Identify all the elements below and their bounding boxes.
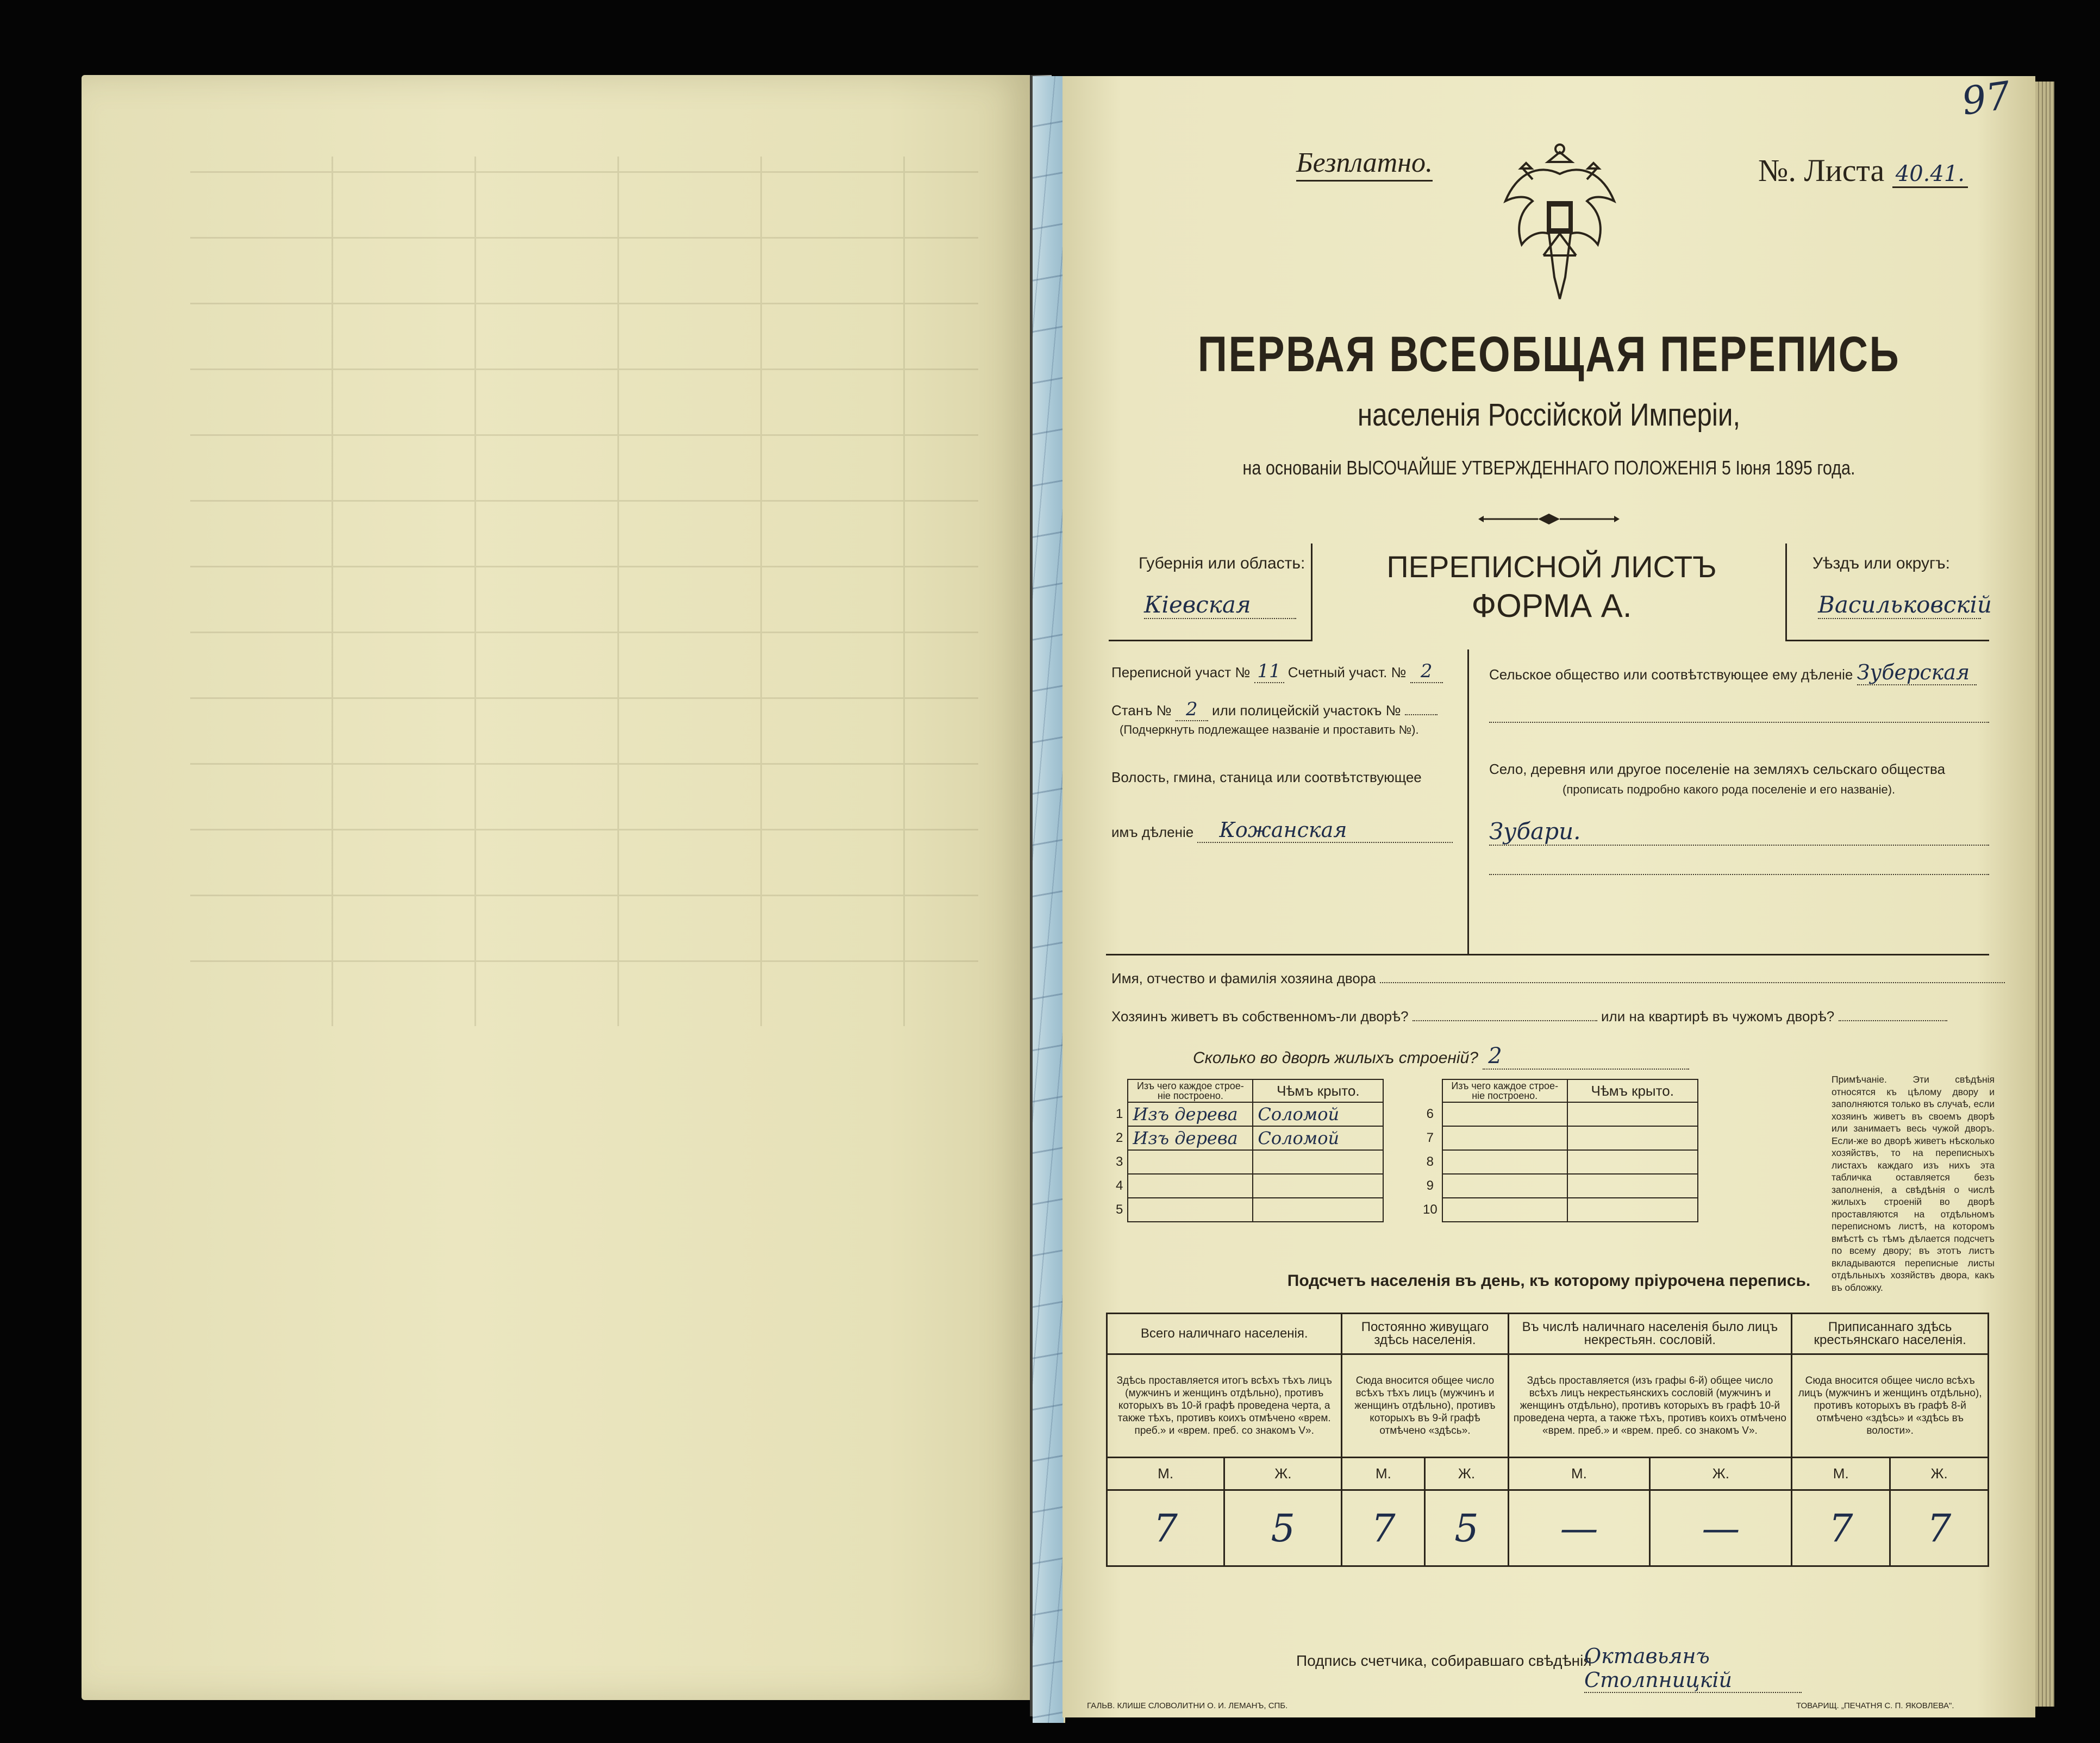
col-roof: Чѣмъ крыто. [1253, 1079, 1383, 1102]
volost-label: Волость, гмина, станица или соотвѣтствующее [1111, 769, 1422, 785]
building-row: 4 [1111, 1174, 1383, 1198]
village-line-2 [1489, 864, 1989, 875]
building-row: 6 [1418, 1102, 1698, 1126]
col-material-2: Изъ чего каждое строе-ніе построено. [1442, 1079, 1567, 1102]
stan-label: Станъ № [1111, 702, 1172, 719]
building-row: 10 [1418, 1198, 1698, 1222]
printer-credit-left: ГАЛЬВ. КЛИШЕ СЛОВОЛИТНИ О. И. ЛЕМАНЪ, СПБ. [1087, 1701, 1288, 1710]
stan-field [1111, 698, 1438, 721]
society-value: Зуберская [1857, 660, 1977, 685]
building-row: 3 [1111, 1150, 1383, 1174]
schet-label: Счетный участ. № [1288, 664, 1407, 680]
village-value: Зубари. [1489, 818, 1989, 846]
building-row: 9 [1418, 1174, 1698, 1198]
building-row: 7 [1418, 1126, 1698, 1150]
col-material: Изъ чего каждое строе-ніе построено. [1128, 1079, 1253, 1102]
village-label: Село, деревня или другое поселеніе на земляхъ сельскаго общества [1489, 761, 1946, 777]
uezd-value: Васильковскій [1818, 591, 1992, 618]
stan-value: 2 [1176, 698, 1208, 721]
page-title: ПЕРВАЯ ВСЕОБЩАЯ ПЕРЕПИСЬ [1197, 327, 1901, 382]
stan-note: (Подчеркнуть подлежащее названіе и проставить №). [1120, 723, 1419, 736]
count-col-caption: Всего наличнаго населенія. [1107, 1314, 1342, 1354]
map-strip [1033, 76, 1065, 1723]
count-col-desc: Здѣсь проставляется (изъ графы 6-й) общее число всѣхъ лицъ некрестьянскихъ сословій (мужчинъ и женщинъ отдѣльно), противъ которыхъ въ графѣ 10-й проведена черта, а также тѣхъ, противъ коихъ отмѣчено «врем. преб.» и «врем. преб. со знакомъ V». [1508, 1354, 1792, 1458]
sheet-number-value: 40.41. [1892, 161, 1968, 188]
owner-name-label: Имя, отчество и фамилія хозяина двора [1111, 970, 1376, 986]
society-label: Сельское общество или соотвѣтствующее ему дѣленіе [1489, 666, 1853, 683]
count-value: 5 [1224, 1490, 1342, 1566]
male-header: М. [1342, 1458, 1425, 1490]
ornament-divider-icon [1478, 511, 1620, 527]
form-title: ПЕРЕПИСНОЙ ЛИСТЪ [1386, 549, 1717, 584]
signature-value: Октавьянъ Столпницкій [1584, 1644, 1802, 1693]
building-row: 8 [1418, 1150, 1698, 1174]
bleed-through-grid [190, 157, 978, 1026]
count-value: — [1508, 1490, 1650, 1566]
archive-number: 97 [1959, 73, 2014, 124]
female-header: Ж. [1890, 1458, 1989, 1490]
buildings-count-label: Сколько во дворѣ жилыхъ строеній? [1193, 1049, 1478, 1067]
gubernia-value: Кіевская [1144, 591, 1296, 619]
printer-credit-right: ТОВАРИЩ. „ПЕЧАТНЯ С. П. ЯКОВЛЕВА". [1796, 1701, 1954, 1710]
buildings-count-field [1193, 1044, 1689, 1070]
uchast-value: 11 [1254, 660, 1284, 683]
count-value: 7 [1792, 1490, 1890, 1566]
count-value: 7 [1342, 1490, 1425, 1566]
female-header: Ж. [1224, 1458, 1342, 1490]
building-row: 2 Изъ дерева Соломой [1111, 1126, 1383, 1150]
census-form-page [1062, 73, 2035, 1717]
building-row: 1 Изъ дерева Соломой [1111, 1102, 1383, 1126]
count-value: 7 [1890, 1490, 1989, 1566]
owner-name-field [1111, 970, 2005, 987]
fields-bottom-rule [1106, 954, 1989, 955]
gubernia-label: Губернія или область: [1139, 554, 1305, 572]
female-header: Ж. [1650, 1458, 1792, 1490]
population-count-table [1106, 1313, 1989, 1567]
sheet-number [1758, 152, 1968, 189]
free-label: Безплатно. [1296, 147, 1433, 182]
count-col-desc: Сюда вносится общее число всѣхъ лицъ (мужчинъ и женщинъ отдѣльно), противъ которыхъ въ графѣ 8-й отмѣчено «здѣсь» и «здѣсь въ волости». [1792, 1354, 1989, 1458]
male-header: М. [1508, 1458, 1650, 1490]
footnote: Примѣчаніе. Эти свѣдѣнія относятся къ цѣлому двору и заполняются только въ случаѣ, если хозяинъ живетъ въ своемъ дворѣ или занимаетъ весь чужой дворъ. Если-же во дворѣ живетъ нѣсколько хозяйствъ, то на переписныхъ листахъ каждаго изъ нихъ эта табличка оставляется безъ заполненія, а свѣдѣнія о числѣ жилыхъ строеній во дворѣ проставляются на отдѣльномъ переписномъ листѣ, на которомъ вмѣстѣ съ тѣмъ дѣлается подсчетъ по всему двору; въ этотъ листъ вкладываются переписные листы отдѣльныхъ хозяйствъ двора, какъ въ обложку. [1832, 1074, 1995, 1293]
fields-divider [1467, 649, 1469, 954]
society-line-2 [1489, 712, 1989, 723]
count-col-desc: Здѣсь проставляется итогъ всѣхъ тѣхъ лицъ (мужчинъ и женщинъ отдѣльно), противъ которыхъ въ 10-й графѣ проведена черта, а также тѣхъ, противъ коихъ отмѣчено «врем. преб.» и «врем. преб. со знакомъ V». [1107, 1354, 1342, 1458]
count-col-caption: Въ числѣ наличнаго населенія было лицъ некрестьян. сословій. [1508, 1314, 1792, 1354]
police-value [1405, 714, 1438, 715]
uchast-field [1111, 660, 1443, 683]
police-label: или полицейскій участокъ № [1212, 702, 1401, 719]
legal-basis: на основаніи ВЫСОЧАЙШЕ УТВЕРЖДЕННАГО ПОЛОЖЕНІЯ 5 Іюня 1895 года. [1242, 457, 1855, 479]
count-value: 7 [1107, 1490, 1224, 1566]
count-col-desc: Сюда вносится общее число всѣхъ тѣхъ лицъ (мужчинъ и женщинъ отдѣльно), противъ которыхъ въ 9-й графѣ отмѣчено «здѣсь». [1342, 1354, 1508, 1458]
male-header: М. [1107, 1458, 1224, 1490]
uchast-label: Переписной участ № [1111, 664, 1251, 680]
buildings-table-left [1111, 1079, 1384, 1222]
owner-own-label: Хозяинъ живетъ въ собственномъ-ли дворѣ? [1111, 1008, 1409, 1024]
sheet-number-label: №. Листа [1758, 153, 1885, 188]
count-value: — [1650, 1490, 1792, 1566]
col-roof-2: Чѣмъ крыто. [1567, 1079, 1698, 1102]
signature-label: Подпись счетчика, собиравшаго свѣдѣнія [1296, 1652, 1592, 1669]
owner-own-field [1111, 1008, 1947, 1025]
buildings-table-right [1418, 1079, 1698, 1222]
village-note: (прописать подробно какого рода поселеніе и его названіе). [1562, 783, 1896, 796]
owner-own-value [1412, 1020, 1597, 1021]
owner-name-value [1380, 982, 2005, 983]
buildings-count-value: 2 [1483, 1044, 1689, 1070]
count-value: 5 [1425, 1490, 1508, 1566]
volost-field [1111, 818, 1453, 843]
male-header: М. [1792, 1458, 1890, 1490]
page-subtitle: населенія Россійской Имперіи, [1357, 397, 1741, 433]
owner-rent-value [1839, 1020, 1947, 1021]
owner-rent-label: или на квартирѣ въ чужомъ дворѣ? [1601, 1008, 1835, 1024]
society-field [1489, 660, 1977, 685]
count-col-caption: Приписаннаго здѣсь крестьянскаго населенія. [1792, 1314, 1989, 1354]
schet-value: 2 [1410, 660, 1443, 683]
uezd-label: Уѣздъ или округъ: [1812, 554, 1951, 572]
female-header: Ж. [1425, 1458, 1508, 1490]
eagle-emblem-icon [1495, 141, 1625, 304]
left-page [82, 75, 1030, 1700]
count-col-caption: Постоянно живущаго здѣсь населенія. [1342, 1314, 1508, 1354]
page-edges [2035, 82, 2054, 1707]
volost-value: Кожанская [1197, 818, 1453, 843]
count-title: Подсчетъ населенія въ день, къ которому пріурочена перепись. [1287, 1272, 1811, 1290]
form-subtitle: ФОРМА А. [1471, 588, 1632, 624]
volost-label-2: имъ дѣленіе [1111, 824, 1194, 840]
building-row: 5 [1111, 1198, 1383, 1222]
